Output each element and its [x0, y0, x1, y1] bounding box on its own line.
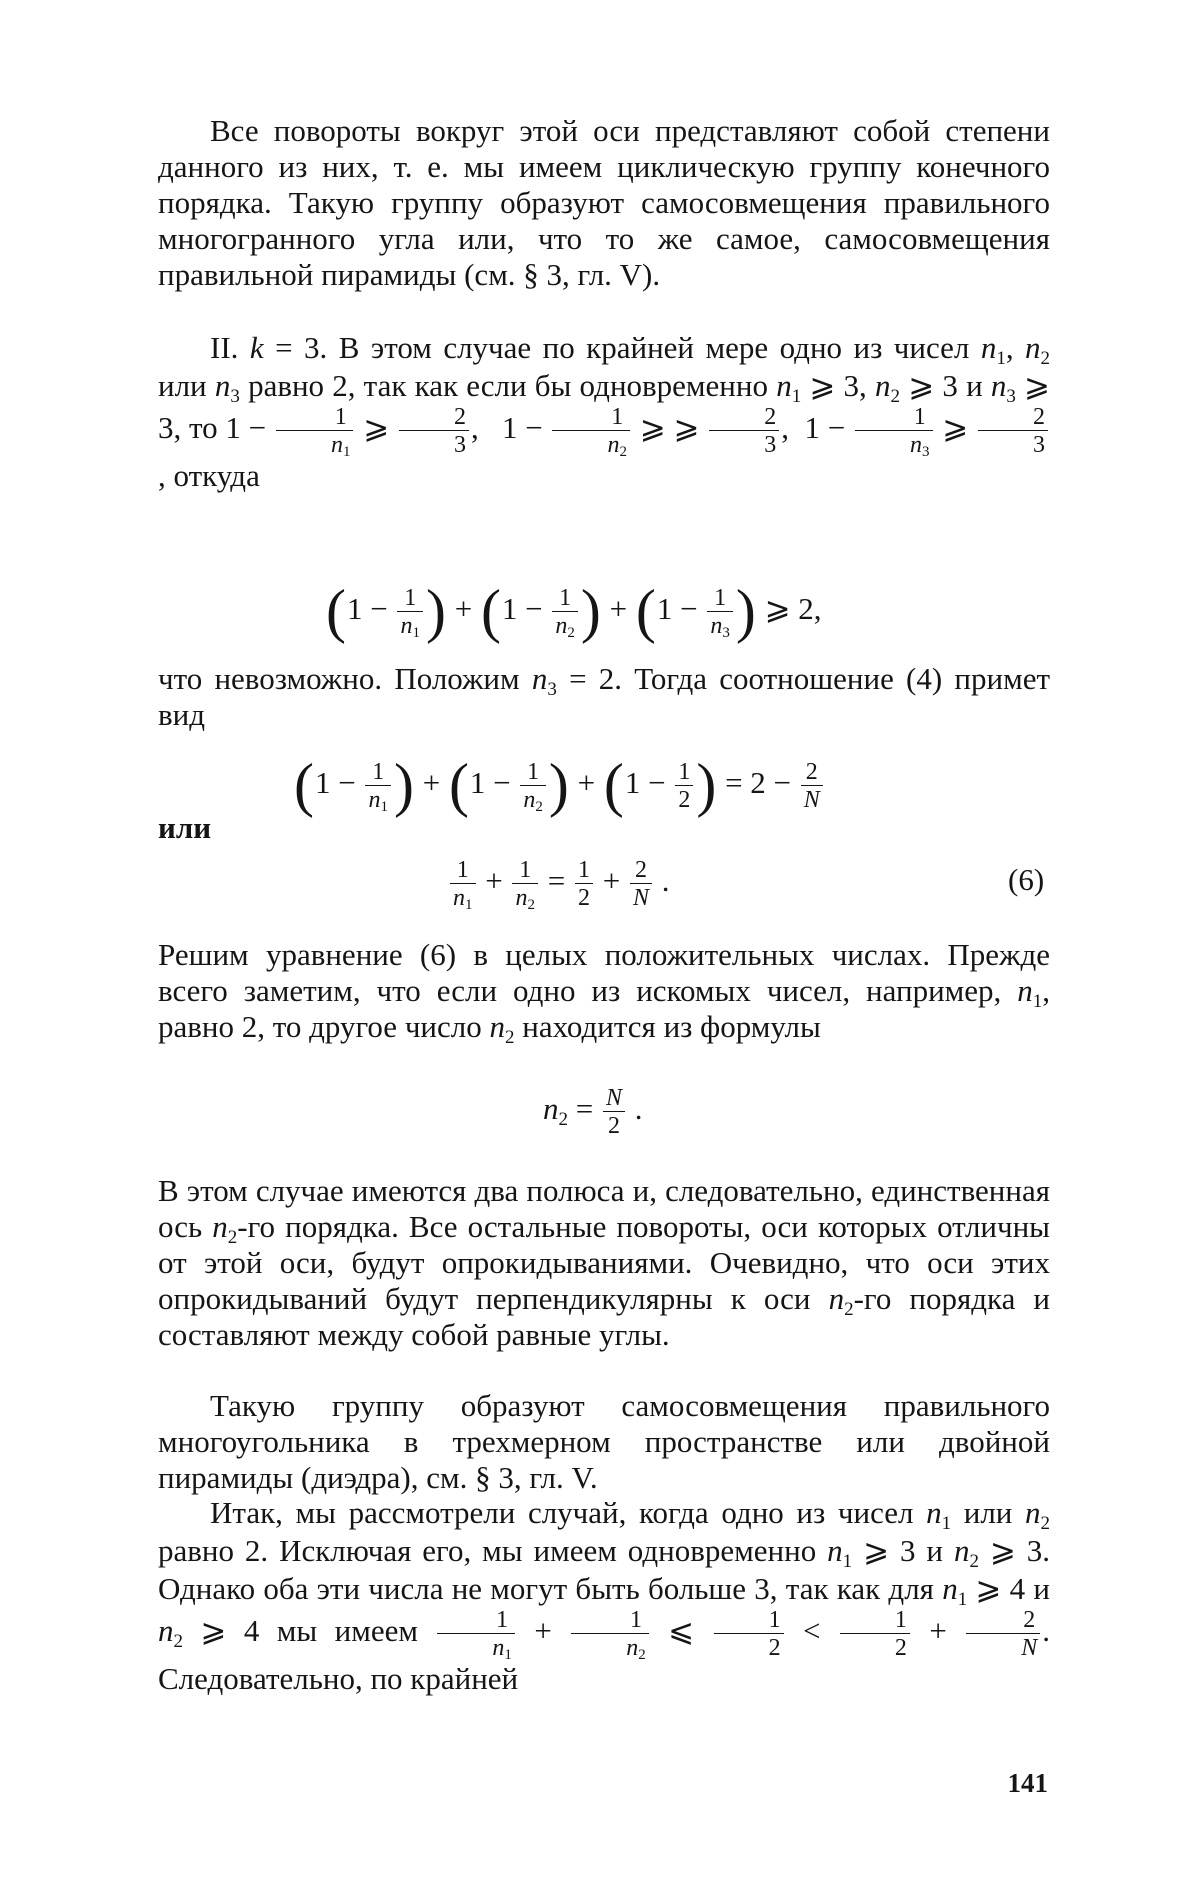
paragraph-6: Такую группу образуют самосовмещения правильного многоугольника в трехмерном пространстве или двойной пирамиды (диэдра), см. § 3, гл. V.: [158, 1388, 1050, 1495]
equation-6: $\frac{1}{n_1}$ + $\frac{1}{n_2}$ = $\frac{1}{2}$ + $\frac{2}{N}$ .: [448, 858, 669, 910]
paragraph-7: Итак, мы рассмотрели случай, когда одно из чисел $n_1$ или $n_2$ равно 2. Исключая его, мы имеем одновременно $n_1$ ⩾ 3 и $n_2$ ⩾ 3. Однако оба эти числа не могут быть больше 3, так как для $n_1$ ⩾ 4 и $n_2$ ⩾ 4 мы имеем $\frac{1}{n_1}$ + $\frac{1}{n_2}$ ⩽ $\frac{1}{2}$ < $\frac{1}{2}$ + $\frac{2}{N}$ . Следовательно, по крайней: [158, 1495, 1051, 1696]
page-number: 141: [1007, 1768, 1048, 1798]
or-label: или: [158, 810, 212, 845]
paragraph-1: [158, 113, 1050, 293]
display-equation: (1 − $\frac{1}{n_1}$ ) + (1 − $\frac{1}{n_2}$ ) + (1 − $\frac{1}{2}$ ) = 2 − $\frac{2}{N}$: [293, 760, 825, 812]
paragraph-2: II. k = 3. В этом случае по крайней мере одно из чисел $n_1$, $n_2$ или $n_3$ равно 2, так как если бы одновременно $n_1$ ⩾ 3, $n_2$ ⩾ 3 и $n_3$ ⩾ 3, то 1 − $\frac{1}{n_1}$ ⩾ $\frac{2}{3}$ , 1 − $\frac{1}{n_2}$ ⩾ ⩾ $\frac{2}{3}$ , 1 − $\frac{1}{n_3}$ ⩾ $\frac{2}{3}$ , откуда: [158, 330, 1051, 493]
equation-number: (6): [1008, 862, 1045, 897]
paragraph-text: Все повороты вокруг этой оси представляют собой степени данного из них, т. е. мы имеем циклическую группу конечного порядка. Такую группу образуют самосовмещения правильного многогранного угла или, что то же самое, самосовмещения правильной пирамиды (см. § 3, гл. V).: [158, 113, 1050, 292]
paragraph-3: что невозможно. Положим $n_3 = 2$. Тогда соотношение (4) примет вид: [158, 661, 1051, 732]
paragraph-4: Решим уравнение (6) в целых положительных числах. Прежде всего заметим, что если одно из искомых чисел, например, $n_1$, равно 2, то другое число $n_2$ находится из формулы: [158, 937, 1050, 1048]
paragraph-5: В этом случае имеются два полюса и, следовательно, единственная ось $n_2-го$ порядка. Все остальные повороты, оси которых отличны от этой оси, будут опрокидываниями. Очевидно, что оси этих опрокидываний будут перпендикулярны к оси $n_2-го$ порядка и составляют между собой равные углы.: [158, 1173, 1051, 1352]
display-inequality: (1 − $\frac{1}{n_1}$ ) + (1 − $\frac{1}{n_2}$ ) + (1 − $\frac{1}{n_3}$ ) ⩾ 2,: [326, 578, 822, 645]
formula-n2: $n_2$ = $\frac{N}{2}$ .: [543, 1085, 643, 1139]
